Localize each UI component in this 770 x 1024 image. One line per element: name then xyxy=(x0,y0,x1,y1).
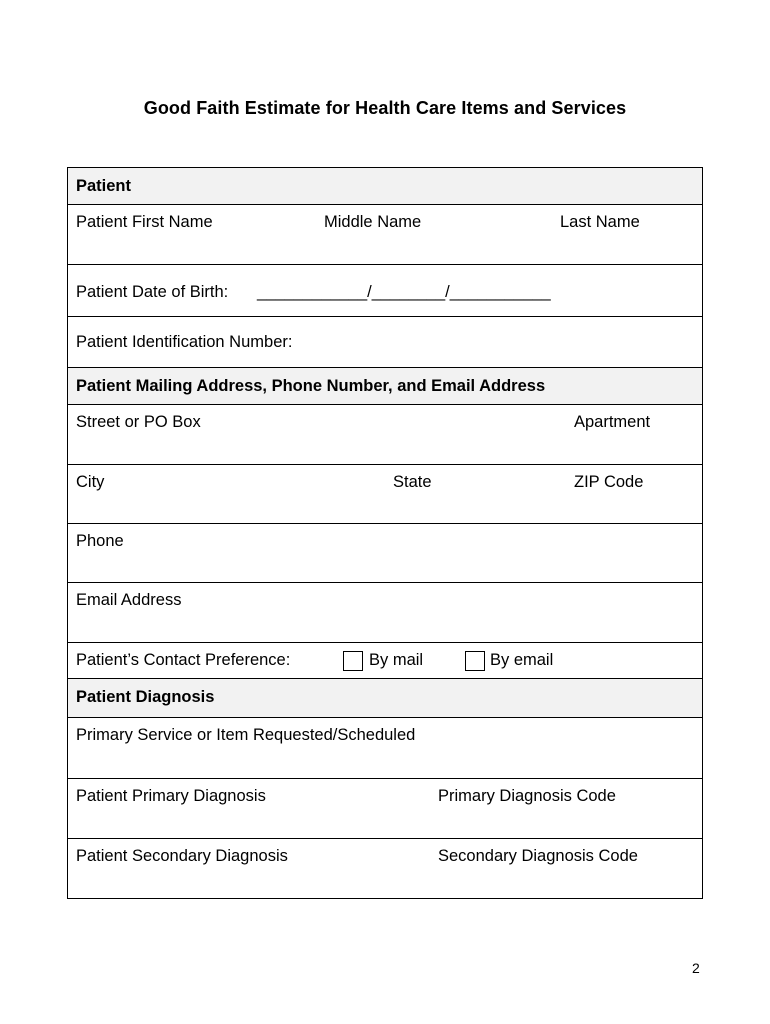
email-row[interactable] xyxy=(68,583,702,643)
secondary-diagnosis-label: Patient Secondary Diagnosis xyxy=(76,847,288,865)
city-row[interactable] xyxy=(68,465,702,524)
primary-diagnosis-label: Patient Primary Diagnosis xyxy=(76,787,266,805)
last-name-label: Last Name xyxy=(560,213,640,231)
section-header-label: Patient Mailing Address, Phone Number, and Email Address xyxy=(76,377,546,395)
primary-diagnosis-row[interactable] xyxy=(68,779,702,839)
patient-form-table xyxy=(67,167,703,899)
by-email-label: By email xyxy=(490,651,554,669)
section-header-label: Patient xyxy=(76,177,132,195)
page-number: 2 xyxy=(692,960,700,976)
dob-row[interactable] xyxy=(68,265,702,317)
contact-preference-row xyxy=(68,643,702,679)
middle-name-label: Middle Name xyxy=(324,213,422,231)
dob-label: Patient Date of Birth: xyxy=(76,283,229,301)
zip-label: ZIP Code xyxy=(574,473,644,491)
by-mail-label: By mail xyxy=(369,651,424,669)
street-label: Street or PO Box xyxy=(76,413,201,431)
by-email-checkbox[interactable] xyxy=(465,651,485,671)
apartment-label: Apartment xyxy=(574,413,651,431)
city-label: City xyxy=(76,473,105,491)
state-label: State xyxy=(393,473,432,491)
phone-row[interactable] xyxy=(68,524,702,583)
phone-label: Phone xyxy=(76,532,124,550)
section-header-patient xyxy=(68,168,702,205)
secondary-diagnosis-row[interactable] xyxy=(68,839,702,898)
first-name-label: Patient First Name xyxy=(76,213,213,231)
street-row[interactable] xyxy=(68,405,702,465)
primary-service-row[interactable] xyxy=(68,718,702,779)
section-header-diagnosis xyxy=(68,679,702,718)
primary-service-label: Primary Service or Item Requested/Scheduled xyxy=(76,726,416,744)
dob-blank-lines[interactable]: ____________/________/___________ xyxy=(257,283,551,301)
by-mail-checkbox[interactable] xyxy=(343,651,363,671)
name-row[interactable] xyxy=(68,205,702,265)
section-header-label: Patient Diagnosis xyxy=(76,688,215,706)
secondary-diagnosis-code-label: Secondary Diagnosis Code xyxy=(438,847,638,865)
primary-diagnosis-code-label: Primary Diagnosis Code xyxy=(438,787,616,805)
id-number-label: Patient Identification Number: xyxy=(76,333,293,351)
page-title: Good Faith Estimate for Health Care Items and Services xyxy=(143,98,627,118)
email-label: Email Address xyxy=(76,591,182,609)
section-header-mailing xyxy=(68,368,702,405)
id-row[interactable] xyxy=(68,317,702,368)
contact-preference-label: Patient’s Contact Preference: xyxy=(76,651,291,669)
